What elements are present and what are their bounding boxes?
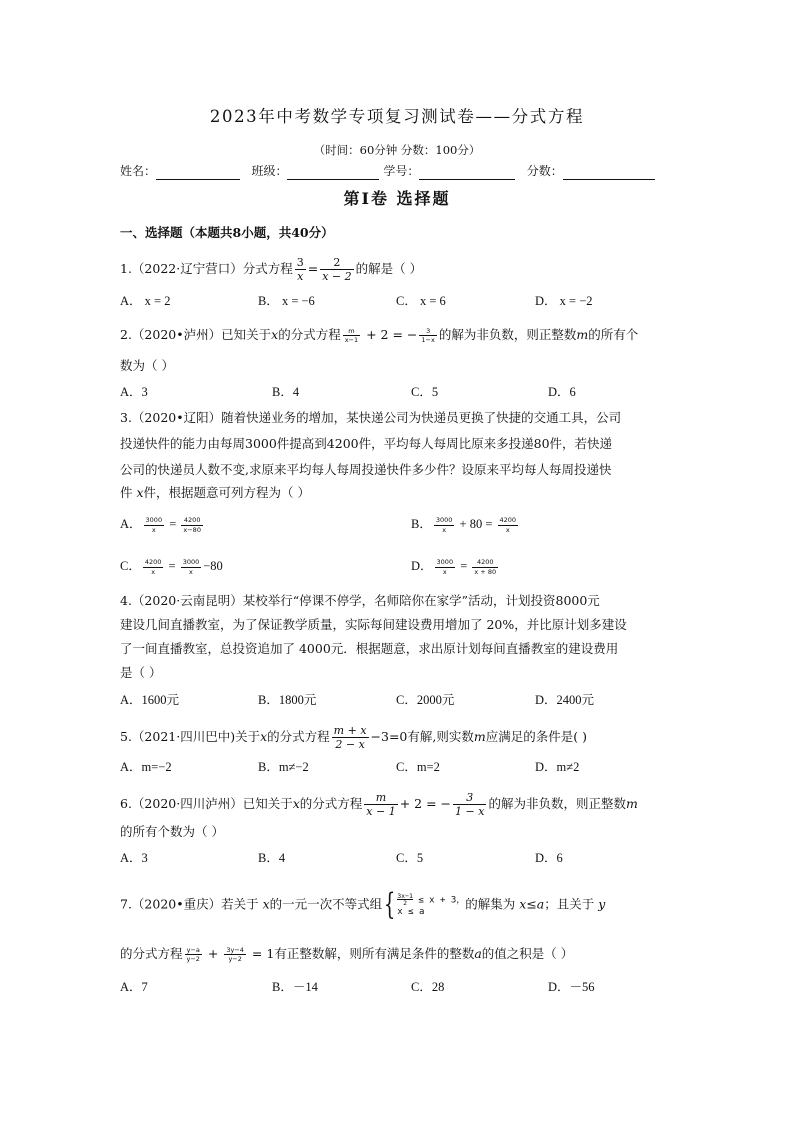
q1-suffix: 的解是（ ） <box>355 261 423 276</box>
exam-subtitle: （时间：60分钟 分数：100分） <box>313 143 481 157</box>
q3-option-a[interactable]: A． $\frac{3000}{x}$ = $\frac{4200}{x-80}$ <box>120 516 201 534</box>
student-info-row <box>120 162 680 180</box>
q3-line-1: 3.（2020•辽阳）随着快递业务的增加，某快递公司为快递员更换了快捷的交通工具，公司 <box>120 410 622 425</box>
q3-line-2: 投递快件的能力由每周3000件提高到4200件，平均每人每周比原来多投递80件，若快递 <box>120 436 613 451</box>
class-blank[interactable] <box>287 167 379 180</box>
question-1: 1.（2022·辽宁营口）分式方程 $\frac{3}{x}$ = $\frac{2}{x - 2}$ 的解是（ ） <box>120 256 423 283</box>
q4-line-1: 4.（2020·云南昆明）某校举行“停课不停学，名师陪你在家学”活动，计划投资8000元 <box>120 593 600 608</box>
q6-frac-2: $\frac{3}{1 - x}$ <box>455 791 485 818</box>
q6-option-b[interactable]: B．4 <box>258 851 286 865</box>
q1-option-d[interactable]: D． x = −2 <box>535 294 593 308</box>
q5-frac: $\frac{m + x}{2 - x}$ <box>333 724 367 751</box>
q7-option-c[interactable]: C．28 <box>411 980 445 994</box>
id-label: 学号： <box>383 164 420 178</box>
q6-frac-1: $\frac{m}{x - 1}$ <box>366 791 396 818</box>
q4-line-4: 是（ ） <box>120 665 162 680</box>
question-2: 2.（2020•泸州）已知关于x的分式方程 $\frac{m}{x-1}$ + 2 = − $\frac{3}{1-x}$ 的解为非负数，则正整数m的所有个 <box>120 326 639 344</box>
question-7: 7.（2020•重庆）若关于 x的一元一次不等式组{ $\frac{3x-1}{2}$ ≤ x + 3， x ≤ a 的解集为 x≤a；且关于 y <box>120 887 606 922</box>
section-title: 一、选择题（本题共8小题，共40分） <box>120 225 334 240</box>
q7-option-b[interactable]: B．－14 <box>272 980 318 994</box>
q2-option-d[interactable]: D．6 <box>548 385 576 399</box>
page-title: 2023年中考数学专项复习测试卷——分式方程 <box>209 107 585 126</box>
q3-line-3: 公司的快递员人数不变,求原来平均每人每周投递快件多少件？设原来平均每人每周投递快 <box>120 462 612 477</box>
q3-line-4: 件 x件，根据题意可列方程为（ ） <box>120 485 311 500</box>
q7-line-2: 的分式方程 $\frac{y-a}{y-2}$ + $\frac{3y-4}{y-2}$ = 1有正整数解，则所有满足条件的整数a的值之积是（ ） <box>120 945 574 963</box>
q5-option-b[interactable]: B．m≠−2 <box>258 760 309 774</box>
score-blank[interactable] <box>563 167 655 180</box>
q1-frac-1: $\frac{3}{x}$ <box>296 256 304 283</box>
q7-frac-2: $\frac{3y-4}{y-2}$ <box>226 945 244 963</box>
score-label: 分数： <box>526 164 563 178</box>
q4-option-a[interactable]: A．1600元 <box>120 693 180 707</box>
q6-option-c[interactable]: C．5 <box>396 851 424 865</box>
q2-frac-2: $\frac{3}{1-x}$ <box>421 326 435 344</box>
q7-option-a[interactable]: A．7 <box>120 980 148 994</box>
q4-option-b[interactable]: B．1800元 <box>258 693 317 707</box>
q2-option-c[interactable]: C．5 <box>411 385 439 399</box>
name-blank[interactable] <box>156 167 240 180</box>
q6-line-2: 的所有个数为（ ） <box>120 824 224 839</box>
q4-line-2: 建设几间直播教室，为了保证教学质量，实际每间建设费用增加了 20%，并比原计划多建设 <box>120 617 627 632</box>
q3-option-b[interactable]: B． $\frac{3000}{x}$ + 80 = $\frac{4200}{x}$ <box>411 516 517 534</box>
q3-option-d[interactable]: D． $\frac{3000}{x}$ = $\frac{4200}{x + 80}$ <box>411 558 497 576</box>
q1-option-c[interactable]: C． x = 6 <box>396 294 446 308</box>
name-label: 姓名： <box>120 164 157 178</box>
q5-option-c[interactable]: C．m=2 <box>396 760 440 774</box>
q1-frac-2: $\frac{2}{x - 2}$ <box>322 256 352 283</box>
question-5: 5.（2021·四川巴中)关于x的分式方程 $\frac{m + x}{2 - x}$ −3=0有解,则实数m应满足的条件是( ) <box>120 724 587 751</box>
q1-prefix: 1.（2022·辽宁营口）分式方程 <box>120 261 293 276</box>
q5-option-a[interactable]: A．m=−2 <box>120 760 172 774</box>
part-title: 第Ⅰ卷 选择题 <box>343 189 451 208</box>
q7-inequality-system: $\frac{3x-1}{2}$ ≤ x + 3， x ≤ a <box>397 891 466 917</box>
q2-option-a[interactable]: A．3 <box>120 385 148 399</box>
q7-frac-1: $\frac{y-a}{y-2}$ <box>186 945 200 963</box>
q1-option-b[interactable]: B． x = −6 <box>258 294 315 308</box>
q4-option-d[interactable]: D．2400元 <box>535 693 595 707</box>
q2-frac-1: $\frac{m}{x-1}$ <box>344 326 359 344</box>
q6-option-d[interactable]: D．6 <box>535 851 563 865</box>
left-brace: { <box>383 887 396 922</box>
q1-option-a[interactable]: A． x = 2 <box>120 294 171 308</box>
id-blank[interactable] <box>419 167 515 180</box>
q2-line-2: 数为（ ） <box>120 358 174 373</box>
question-6: 6.（2020·四川泸州）已知关于x的分式方程 $\frac{m}{x - 1}$ + 2 = − $\frac{3}{1 - x}$ 的解为非负数，则正整数m <box>120 791 638 818</box>
q3-option-c[interactable]: C． $\frac{4200}{x}$ = $\frac{3000}{x}$ −80 <box>120 558 223 576</box>
q2-option-b[interactable]: B．4 <box>272 385 300 399</box>
class-label: 班级： <box>251 164 288 178</box>
q5-option-d[interactable]: D．m≠2 <box>535 760 580 774</box>
q7-option-d[interactable]: D．－56 <box>548 980 595 994</box>
q4-option-c[interactable]: C．2000元 <box>396 693 455 707</box>
q6-option-a[interactable]: A．3 <box>120 851 148 865</box>
q4-line-3: 了一间直播教室，总投资追加了 4000元．根据题意，求出原计划每间直播教室的建设费用 <box>120 641 619 656</box>
